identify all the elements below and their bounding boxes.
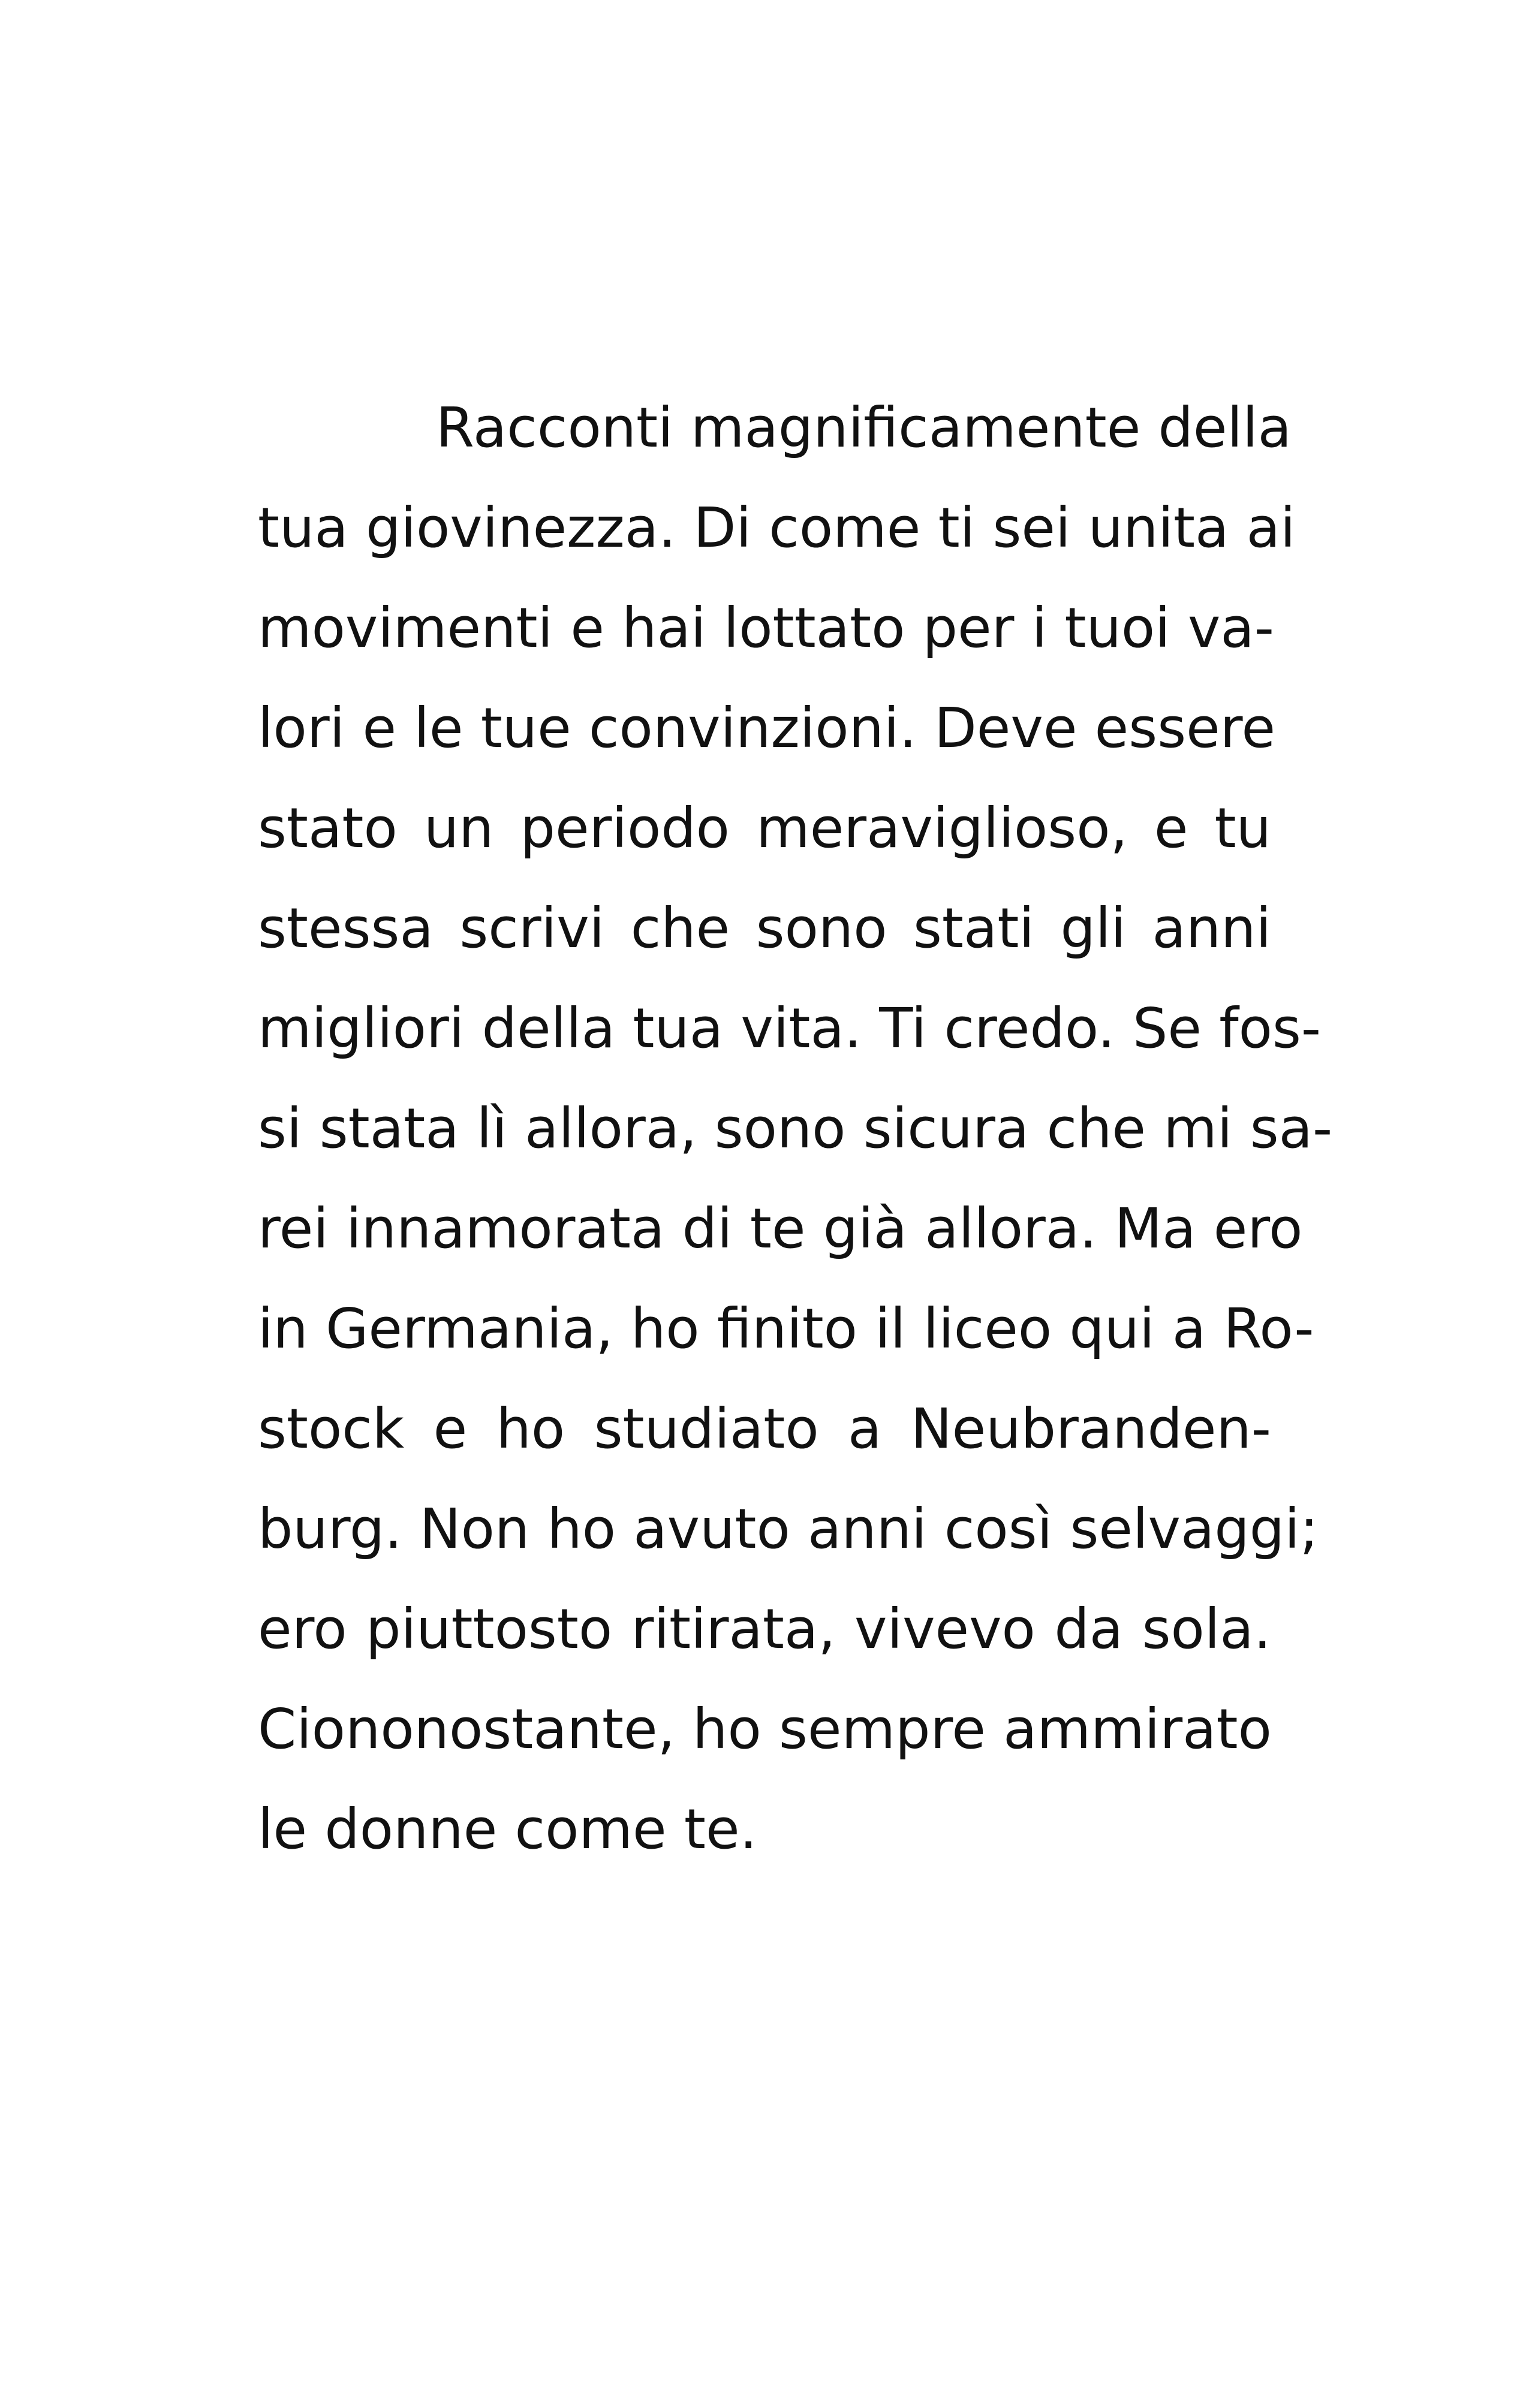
paragraph-line: si stata lì allora, sono sicura che mi sa-: [258, 1096, 1333, 1161]
paragraph-line: stessa scrivi che sono stati gli anni: [258, 896, 1271, 960]
paragraph-line: Racconti magnificamente della: [436, 396, 1292, 460]
paragraph-line: Ciononostante, ho sempre ammirato: [258, 1697, 1272, 1761]
paragraph-line: stato un periodo meraviglioso, e tu: [258, 796, 1271, 860]
paragraph-line: rei innamorata di te già allora. Ma ero: [258, 1197, 1303, 1261]
paragraph-line: stock e ho studiato a Neubranden-: [258, 1397, 1271, 1461]
paragraph-line: burg. Non ho avuto anni così selvaggi;: [258, 1497, 1319, 1561]
paragraph-line: in Germania, ho finito il liceo qui a Ro-: [258, 1297, 1314, 1361]
paragraph-line: lori e le tue convinzioni. Deve essere: [258, 696, 1276, 760]
paragraph-line: le donne come te.: [258, 1797, 757, 1861]
body-paragraph: [258, 378, 1333, 1879]
paragraph-line: migliori della tua vita. Ti credo. Se fos-: [258, 996, 1322, 1060]
paragraph-line: ero piuttosto ritirata, vivevo da sola.: [258, 1597, 1271, 1661]
paragraph-line: tua giovinezza. Di come ti sei unita ai: [258, 496, 1296, 560]
paragraph-line: movimenti e hai lottato per i tuoi va-: [258, 596, 1274, 660]
